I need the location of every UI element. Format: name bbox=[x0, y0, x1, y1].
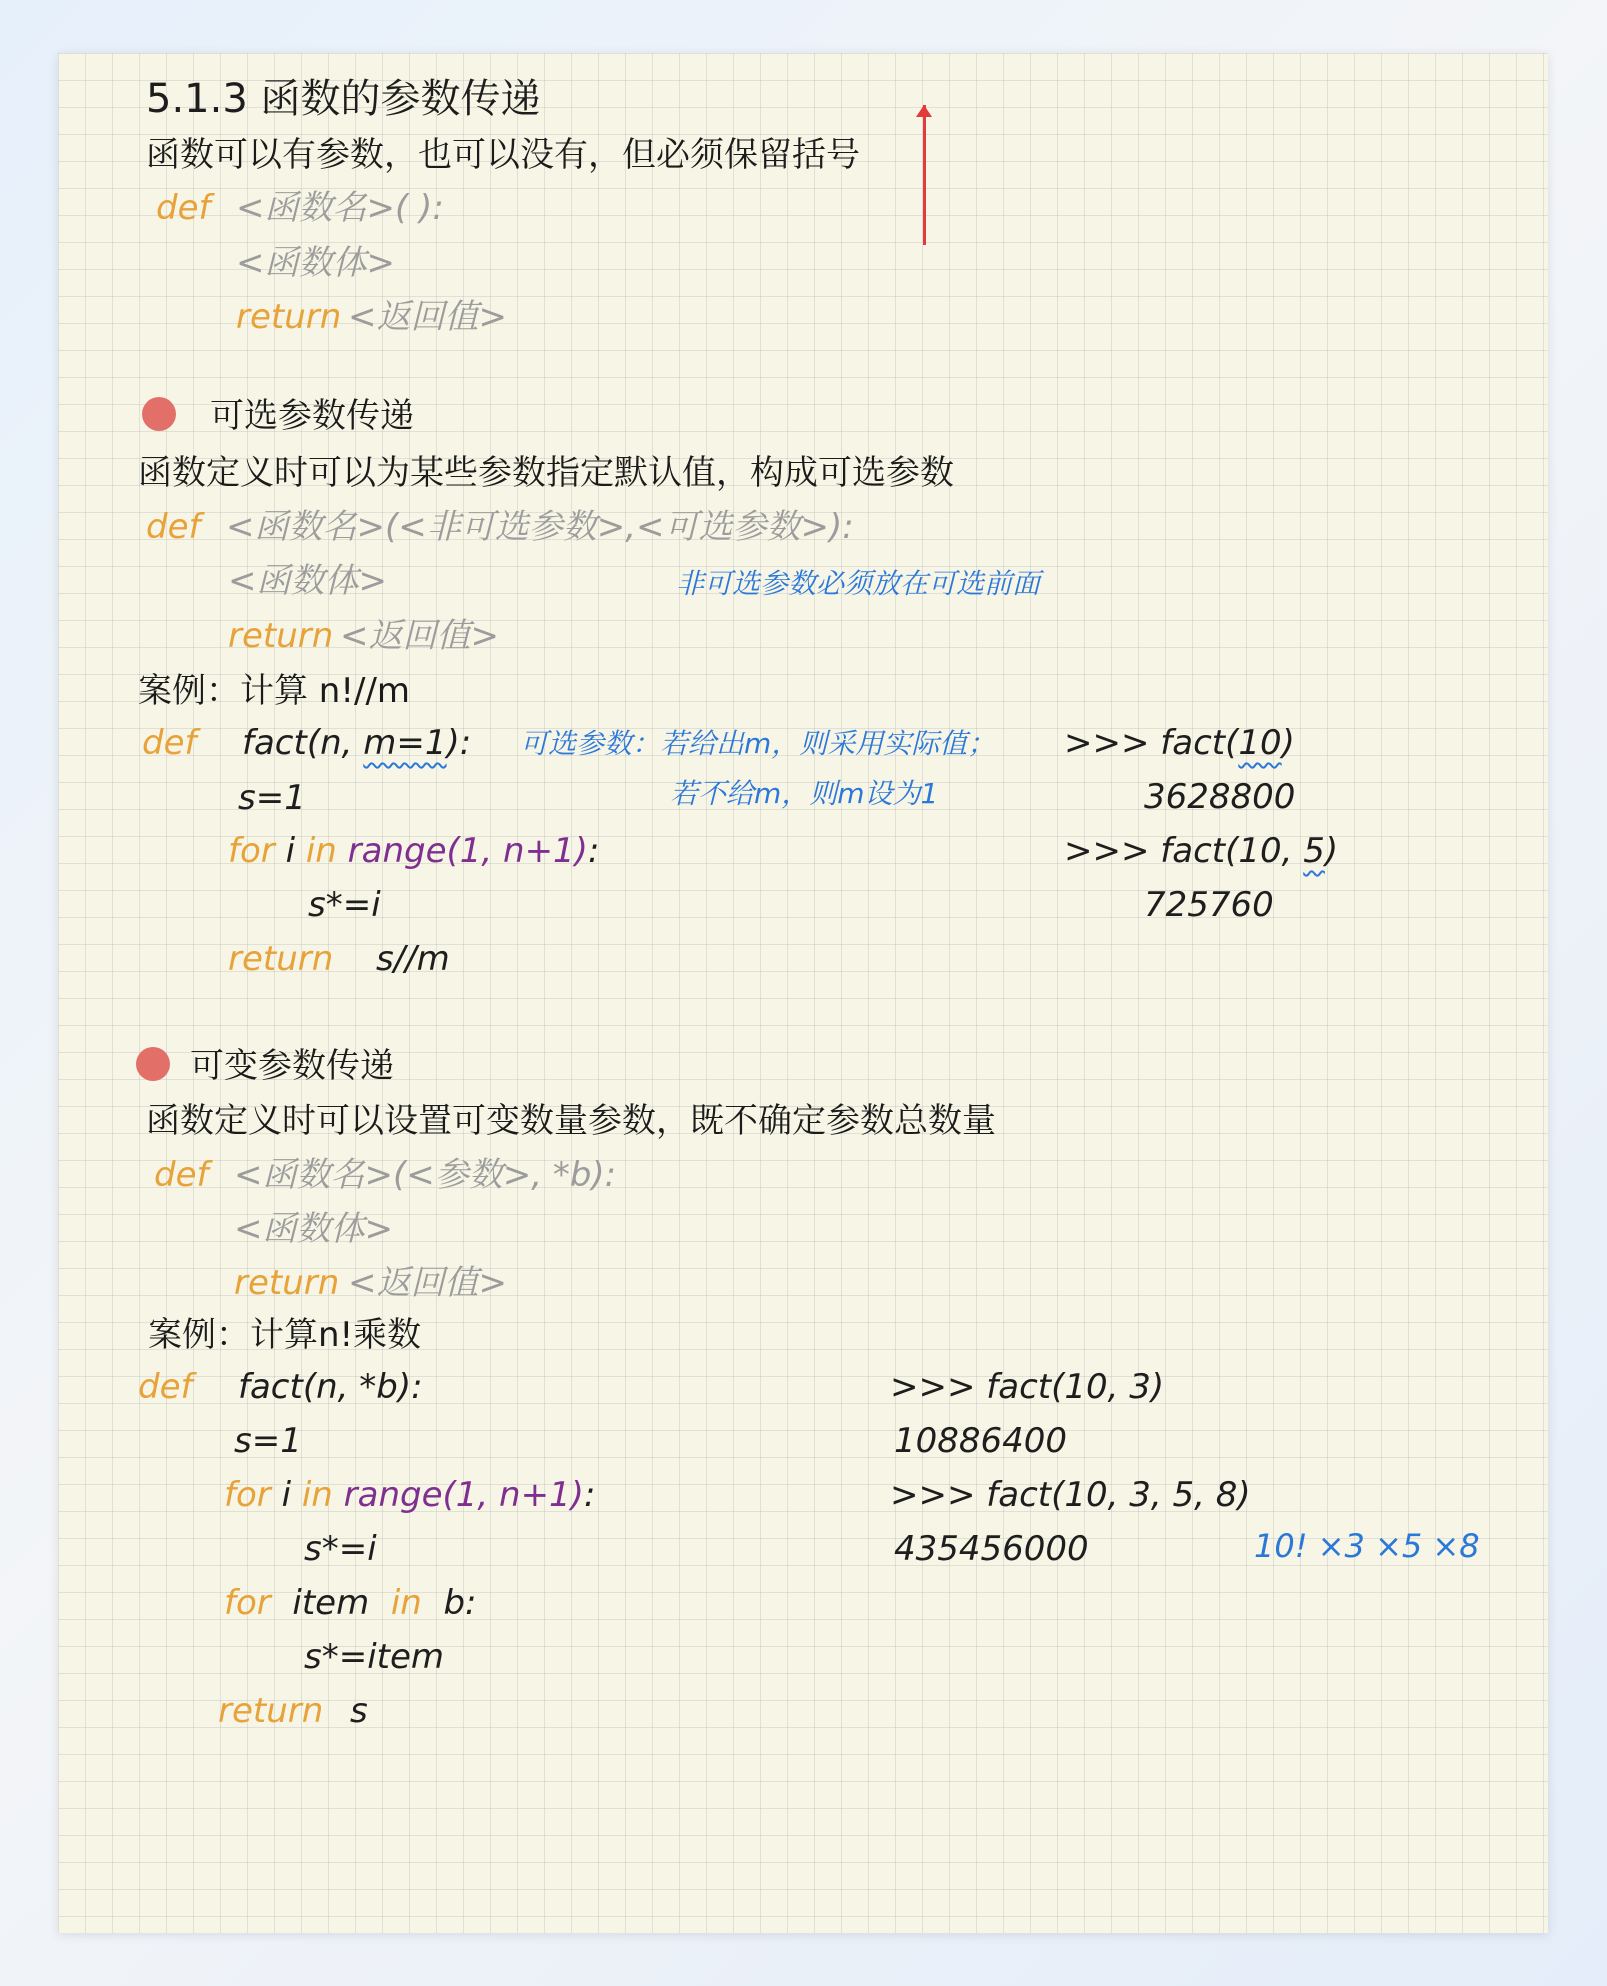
variable-example-line1: s=1 bbox=[234, 1421, 302, 1461]
signature-end: ): bbox=[446, 723, 472, 763]
variable-note: 10! ×3 ×5 ×8 bbox=[1254, 1527, 1480, 1565]
optional-example-signature bbox=[242, 725, 471, 762]
in-keyword: in bbox=[390, 1583, 422, 1623]
optional-prompt1 bbox=[1064, 725, 1295, 762]
optional-heading: 可选参数传递 bbox=[210, 396, 414, 436]
variable-syntax-def: def bbox=[154, 1155, 209, 1195]
section-title: 5.1.3 函数的参数传递 bbox=[146, 76, 541, 122]
range-call: range(1, n+1) bbox=[347, 831, 588, 871]
optional-example-line1: s=1 bbox=[238, 778, 306, 818]
optional-syntax-head: <函数名>(<非可选参数>,<可选参数>): bbox=[226, 507, 854, 547]
optional-prompt2 bbox=[1064, 833, 1338, 870]
optional-example-return: return bbox=[228, 939, 334, 979]
variable-example-return: return bbox=[218, 1691, 324, 1731]
variable-output1: 10886400 bbox=[894, 1421, 1068, 1461]
for-keyword: for bbox=[224, 1583, 271, 1623]
in-keyword: in bbox=[301, 1475, 333, 1515]
red-margin-line bbox=[923, 105, 926, 245]
variable-prompt2: >>> fact(10, 3, 5, 8) bbox=[890, 1475, 1251, 1515]
variable-syntax-return-value: <返回值> bbox=[348, 1263, 507, 1303]
bullet-dot bbox=[142, 397, 176, 431]
optional-syntax-return: return bbox=[228, 616, 334, 656]
colon: : bbox=[587, 831, 600, 871]
variable-example-return-value: s bbox=[350, 1691, 368, 1731]
bullet-dot bbox=[136, 1047, 170, 1081]
prompt1-arg: 10 bbox=[1238, 723, 1282, 763]
prompt1-text: >>> fact( bbox=[1064, 723, 1239, 763]
for-keyword: for bbox=[224, 1475, 271, 1515]
syntax-def: def bbox=[156, 188, 211, 228]
variable-desc: 函数定义时可以设置可变数量参数，既不确定参数总数量 bbox=[146, 1101, 996, 1141]
signature-param: m=1 bbox=[363, 723, 447, 763]
optional-output1: 3628800 bbox=[1144, 777, 1296, 817]
optional-example-return-value: s//m bbox=[376, 939, 450, 979]
variable-syntax-body: <函数体> bbox=[234, 1209, 393, 1249]
optional-example-title: 案例：计算 n!//m bbox=[138, 671, 411, 711]
section-intro: 函数可以有参数，也可以没有，但必须保留括号 bbox=[146, 135, 860, 175]
iterable-b: b: bbox=[443, 1583, 477, 1623]
optional-syntax-note: 非可选参数必须放在可选前面 bbox=[676, 567, 1041, 600]
variable-output2: 435456000 bbox=[894, 1529, 1089, 1569]
syntax-body: <函数体> bbox=[236, 243, 395, 283]
range-call: range(1, n+1) bbox=[343, 1475, 584, 1515]
loop-item: item bbox=[292, 1583, 370, 1623]
optional-syntax-def: def bbox=[146, 507, 201, 547]
optional-desc: 函数定义时可以为某些参数指定默认值，构成可选参数 bbox=[138, 453, 954, 493]
optional-example-note1: 可选参数：若给出m，则采用实际值； bbox=[520, 727, 996, 760]
variable-heading: 可变参数传递 bbox=[190, 1046, 394, 1086]
variable-example-title: 案例：计算n!乘数 bbox=[148, 1315, 422, 1355]
variable-example-signature: fact(n, *b): bbox=[238, 1367, 423, 1407]
for-keyword: for bbox=[228, 831, 275, 871]
variable-syntax-return: return bbox=[234, 1263, 340, 1303]
optional-example-body: s*=i bbox=[308, 885, 381, 925]
optional-syntax-body: <函数体> bbox=[228, 561, 387, 601]
prompt2-arg: 5 bbox=[1303, 831, 1325, 871]
optional-example-note2: 若不给m，则m设为1 bbox=[670, 777, 939, 810]
variable-example-body1: s*=i bbox=[304, 1529, 377, 1569]
variable-example-body2: s*=item bbox=[304, 1637, 445, 1677]
syntax-return: return bbox=[236, 297, 342, 337]
optional-example-for-line bbox=[228, 833, 599, 870]
prompt1-end: ) bbox=[1281, 723, 1295, 763]
prompt2-text: >>> fact(10, bbox=[1064, 831, 1304, 871]
variable-prompt1: >>> fact(10, 3) bbox=[890, 1367, 1165, 1407]
loop-var: i bbox=[281, 1475, 292, 1515]
variable-example-for-line bbox=[224, 1477, 595, 1514]
variable-syntax-head: <函数名>(<参数>, *b): bbox=[234, 1155, 617, 1195]
loop-var: i bbox=[285, 831, 296, 871]
colon: : bbox=[583, 1475, 596, 1515]
prompt2-end: ) bbox=[1324, 831, 1339, 871]
signature-start: fact(n, bbox=[242, 723, 364, 763]
variable-example-for2-line bbox=[224, 1585, 477, 1622]
red-arrow-head bbox=[916, 105, 932, 117]
variable-example-def: def bbox=[138, 1367, 193, 1407]
optional-example-def: def bbox=[142, 723, 197, 763]
syntax-head: <函数名>( ): bbox=[236, 188, 444, 228]
optional-syntax-return-value: <返回值> bbox=[340, 616, 499, 656]
in-keyword: in bbox=[305, 831, 337, 871]
notebook-page bbox=[58, 53, 1548, 1933]
syntax-return-value: <返回值> bbox=[348, 297, 507, 337]
optional-output2: 725760 bbox=[1144, 885, 1274, 925]
